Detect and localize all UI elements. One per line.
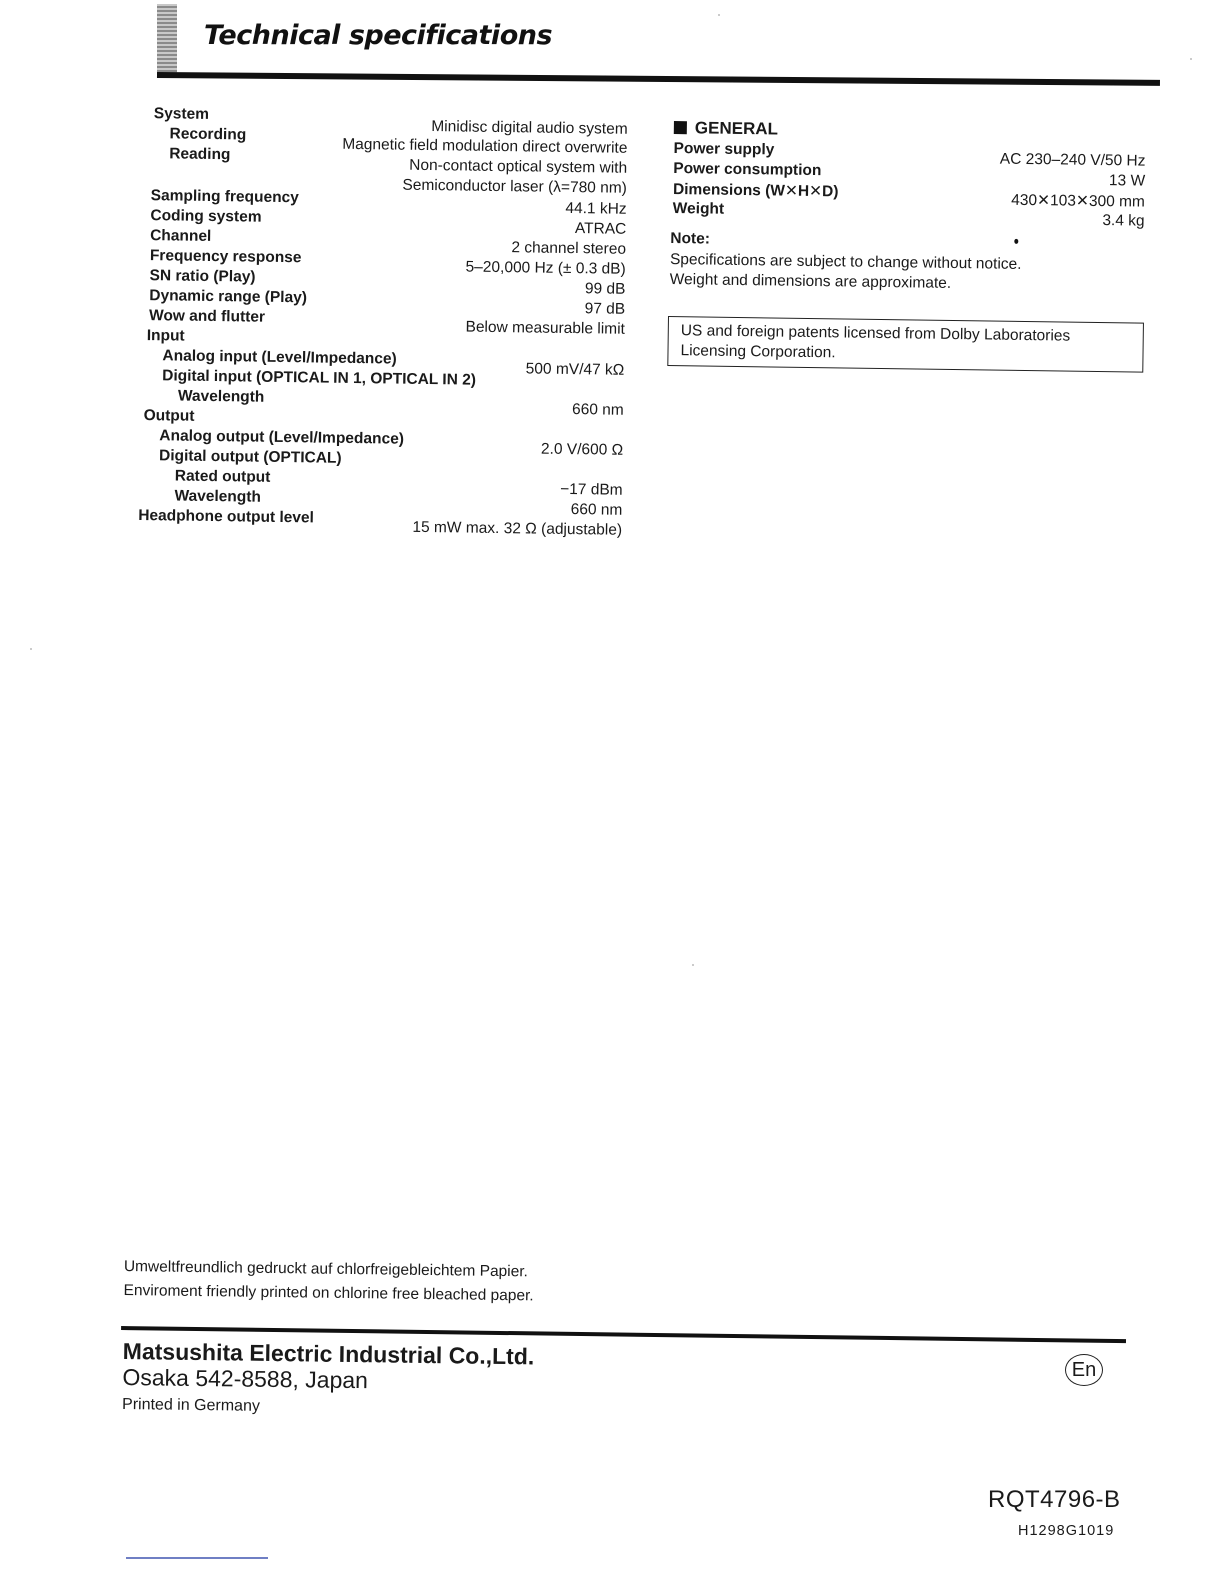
spec-value: Minidisc digital audio system <box>431 118 628 138</box>
spec-label: SN ratio (Play) <box>149 267 256 286</box>
patent-line: Licensing Corporation. <box>680 342 836 362</box>
scan-speck <box>718 14 720 16</box>
spec-label: Coding system <box>150 207 262 226</box>
spec-value: 15 mW max. 32 Ω (adjustable) <box>412 518 623 539</box>
general-value: AC 230–240 V/50 Hz <box>999 150 1146 170</box>
patent-line: US and foreign patents licensed from Dolby Laboratories <box>680 322 1071 345</box>
title-shade-bar <box>157 4 177 76</box>
spec-value: 660 nm <box>570 501 623 519</box>
spec-label: Reading <box>169 145 231 164</box>
model-number: RQT4796-B <box>988 1486 1121 1513</box>
spec-value: 97 dB <box>584 300 626 318</box>
general-value: 3.4 kg <box>1102 212 1145 230</box>
page-title: Technical specifications <box>204 20 553 51</box>
spec-label: Digital input (OPTICAL IN 1, OPTICAL IN 2) <box>162 367 477 389</box>
spec-label: Sampling frequency <box>150 187 299 207</box>
spec-value: 660 nm <box>571 401 624 419</box>
spec-value: Semiconductor laser (λ=780 nm) <box>402 176 627 197</box>
spec-label: Wow and flutter <box>148 307 266 326</box>
note-line: Specifications are subject to change without notice. <box>669 250 1022 273</box>
language-badge: En <box>1065 1354 1103 1386</box>
spec-label: System <box>153 105 210 123</box>
print-code: H1298G1019 <box>1018 1523 1115 1539</box>
general-value: 13 W <box>1108 172 1146 190</box>
general-value: 430✕103✕300 mm <box>1011 191 1145 211</box>
eco-note-german: Umweltfreundlich gedruckt auf chlorfreigebleichtem Papier. <box>123 1258 529 1281</box>
spec-label: Digital output (OPTICAL) <box>158 447 342 467</box>
spec-value: Non-contact optical system with <box>409 156 628 177</box>
spec-value: Magnetic field modulation direct overwrite <box>342 135 628 157</box>
spec-label: Frequency response <box>149 247 302 267</box>
stray-dot <box>1014 239 1018 244</box>
note-line: Weight and dimensions are approximate. <box>669 270 952 292</box>
patent-notice <box>680 321 1070 366</box>
general-label: Dimensions (W✕H✕D) <box>672 181 839 201</box>
scan-speck <box>692 964 694 966</box>
spec-value: 5–20,000 Hz (± 0.3 dB) <box>465 258 626 278</box>
spec-label: Dynamic range (Play) <box>149 287 308 307</box>
general-section <box>669 118 1147 305</box>
scan-speck <box>1190 58 1192 60</box>
general-label: Weight <box>672 200 725 218</box>
print-location: Printed in Germany <box>121 1396 261 1415</box>
general-heading-text: GENERAL <box>694 118 779 139</box>
spec-label: Recording <box>169 125 247 144</box>
spec-value: 2 channel stereo <box>511 239 627 258</box>
bullet-square-icon <box>674 121 687 134</box>
spec-table <box>136 104 632 551</box>
title-divider <box>157 72 1160 86</box>
company-name: Matsushita Electric Industrial Co.,Ltd. <box>122 1338 535 1370</box>
spec-label: Wavelength <box>177 387 265 406</box>
spec-label: Wavelength <box>174 487 262 506</box>
spec-label: Rated output <box>174 467 271 486</box>
spec-value: ATRAC <box>574 220 627 238</box>
general-label: Power supply <box>673 140 775 159</box>
general-label: Power consumption <box>673 160 822 180</box>
spec-value: 2.0 V/600 Ω <box>540 440 624 459</box>
footer <box>120 1258 1132 1441</box>
spec-label: Channel <box>150 227 212 245</box>
spec-value: 500 mV/47 kΩ <box>525 360 625 379</box>
eco-note-english: Enviroment friendly printed on chlorine free bleached paper. <box>123 1282 534 1305</box>
spec-label: Input <box>146 327 185 345</box>
spec-label: Output <box>143 407 195 425</box>
note-title: Note: <box>670 229 711 248</box>
spec-label: Analog output (Level/Impedance) <box>159 427 405 448</box>
spec-label: Analog input (Level/Impedance) <box>162 347 397 368</box>
company-address: Osaka 542-8588, Japan <box>122 1364 369 1394</box>
scan-mark-line <box>126 1557 268 1559</box>
spec-value: 99 dB <box>584 280 626 298</box>
spec-value: 44.1 kHz <box>565 199 627 218</box>
scan-speck <box>30 648 32 650</box>
patent-notice-box <box>667 316 1144 373</box>
spec-value: −17 dBm <box>560 480 623 499</box>
spec-value: Below measurable limit <box>465 318 626 338</box>
general-heading <box>674 118 778 139</box>
spec-label: Headphone output level <box>138 506 315 527</box>
